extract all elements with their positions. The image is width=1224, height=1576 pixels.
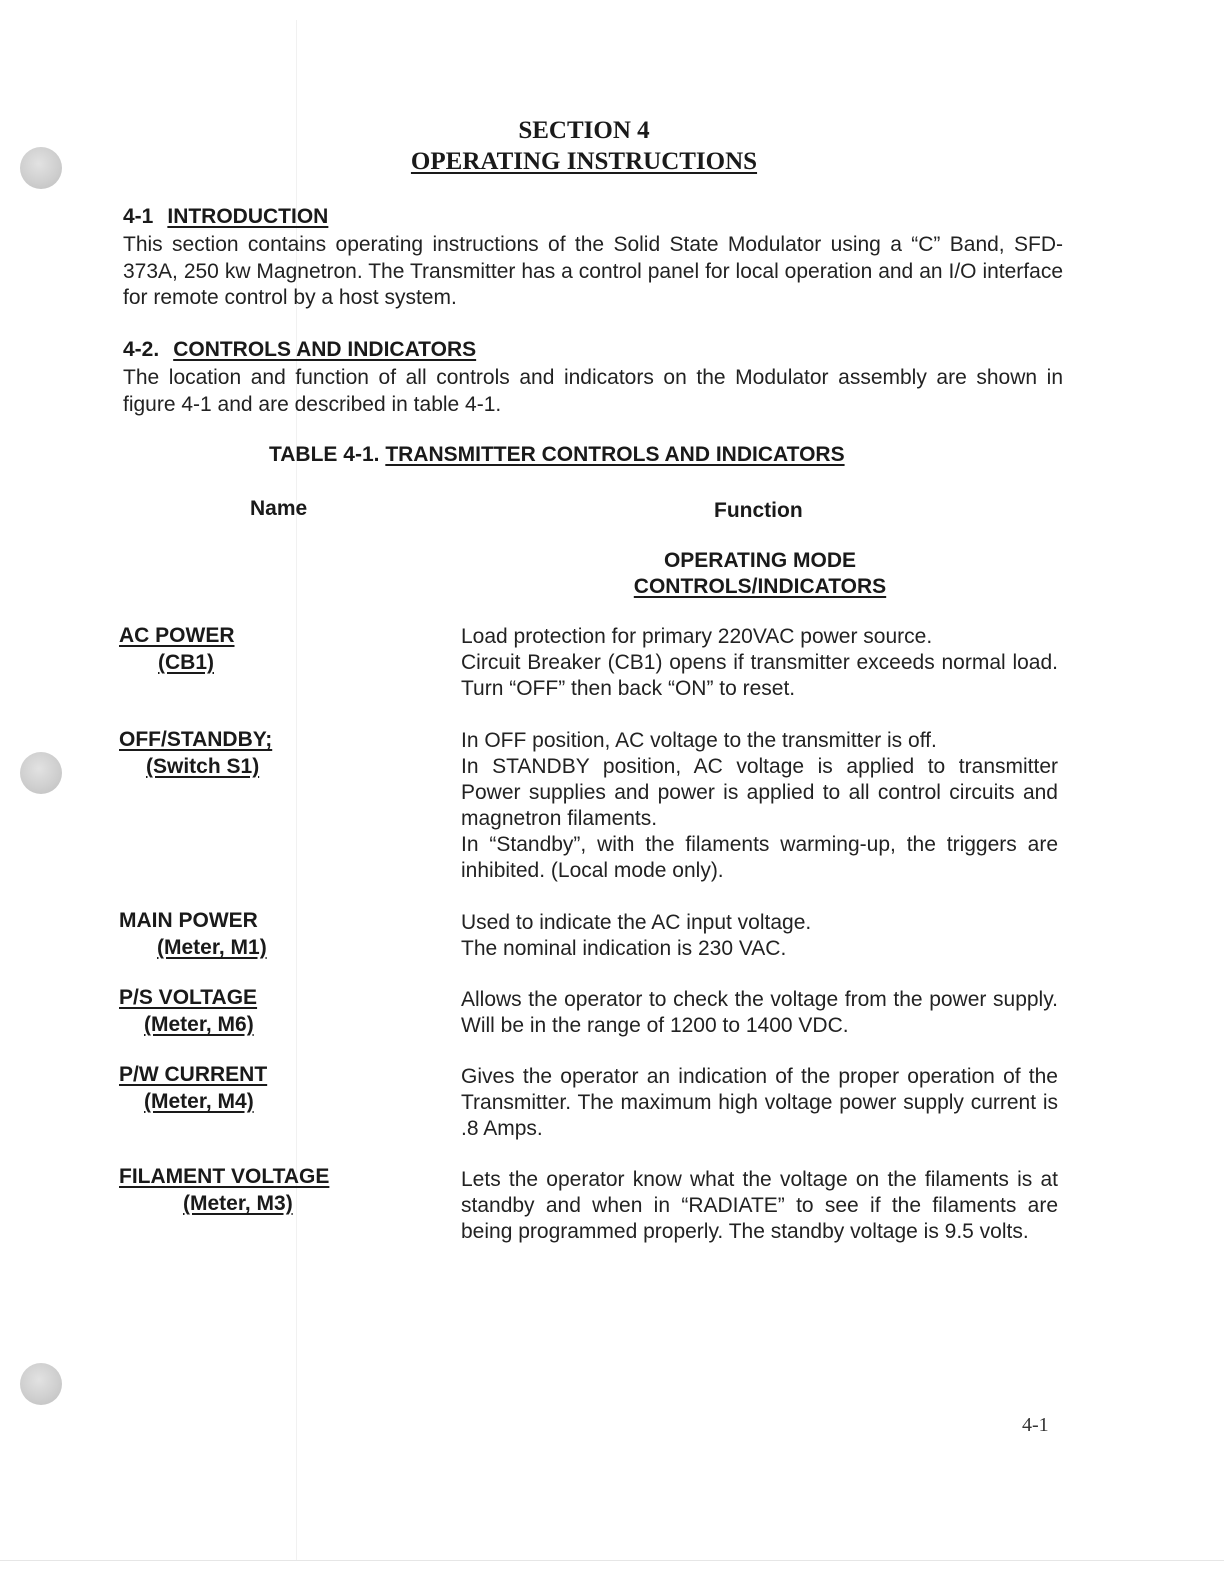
intro-title: INTRODUCTION — [167, 205, 329, 228]
table-label: TABLE 4-1. — [269, 443, 380, 466]
column-header-function: Function — [714, 499, 803, 522]
controls-number: 4-2. — [123, 338, 160, 361]
control-designator: (CB1) — [158, 651, 214, 674]
page-number: 4-1 — [1022, 1414, 1049, 1436]
table-row-function — [461, 910, 1058, 962]
function-line: Load protection for primary 220VAC power source. — [461, 625, 933, 648]
control-designator: (Meter, M4) — [144, 1090, 254, 1113]
intro-heading — [123, 205, 328, 229]
function-line: In “Standby”, with the filaments warming-up, the triggers are inhibited. (Local mode only). — [461, 833, 1058, 882]
section-number: SECTION 4 — [518, 117, 650, 144]
control-designator: (Meter, M3) — [183, 1192, 293, 1215]
section-title — [0, 148, 1168, 176]
controls-paragraph: The location and function of all controls and indicators on the Modulator assembly are shown in figure 4-1 and are described in table 4-1. — [123, 366, 1063, 416]
binder-hole-middle — [20, 752, 62, 794]
table-row-name — [119, 622, 235, 676]
control-name: P/W CURRENT — [119, 1063, 268, 1086]
binder-hole-bottom — [20, 1363, 62, 1405]
intro-number: 4-1 — [123, 205, 154, 228]
section-title-text: OPERATING INSTRUCTIONS — [410, 148, 758, 175]
intro-paragraph: This section contains operating instructions of the Solid State Modulator using a “C” Band, SFD-373A, 250 kw Magnetron. The Transmitter has a control panel for local operation and an I/O interface for remote control by a host system. — [123, 233, 1063, 309]
table-row-name — [119, 984, 257, 1038]
function-line: Lets the operator know what the voltage on the filaments is at standby and when in “RADIATE” to see if the filaments are being programmed properly. The standby voltage is 9.5 volts. — [461, 1168, 1058, 1243]
control-name: OFF/STANDBY; — [119, 728, 273, 751]
group-heading — [560, 548, 960, 600]
table-row-function — [461, 624, 1058, 702]
group-heading-line2: CONTROLS/INDICATORS — [633, 575, 887, 598]
control-designator: (Meter, M6) — [144, 1013, 254, 1036]
controls-heading — [123, 338, 476, 362]
control-name: AC POWER — [119, 624, 235, 647]
function-line: In OFF position, AC voltage to the transmitter is off. — [461, 729, 937, 752]
table-row-function — [461, 1167, 1058, 1245]
control-designator: (Meter, M1) — [157, 936, 267, 959]
column-header-name: Name — [250, 497, 308, 520]
table-row-name — [119, 1061, 267, 1115]
function-line: The nominal indication is 230 VAC. — [461, 937, 787, 960]
table-row-function — [461, 987, 1058, 1039]
table-row-function — [461, 1064, 1058, 1142]
function-line: Gives the operator an indication of the proper operation of the Transmitter. The maximum high voltage power supply current is .8 Amps. — [461, 1065, 1058, 1140]
group-heading-line1: OPERATING MODE — [663, 549, 857, 572]
scan-bottom-edge — [0, 1560, 1224, 1561]
control-name: FILAMENT VOLTAGE — [119, 1165, 330, 1188]
table-row-name — [119, 1163, 329, 1217]
function-line: Circuit Breaker (CB1) opens if transmitter exceeds normal load. Turn “OFF” then back “ON” to reset. — [461, 651, 1058, 700]
controls-title: CONTROLS AND INDICATORS — [173, 338, 477, 361]
table-title-text: TRANSMITTER CONTROLS AND INDICATORS — [385, 443, 845, 466]
table-row-function — [461, 728, 1058, 884]
function-line: In STANDBY position, AC voltage is applied to transmitter Power supplies and power is applied to all control circuits and magnetron filaments. — [461, 755, 1058, 830]
control-name: MAIN POWER — [119, 909, 258, 932]
table-title — [269, 443, 845, 467]
function-line: Allows the operator to check the voltage from the power supply. Will be in the range of 1200 to 1400 VDC. — [461, 988, 1058, 1037]
control-name: P/S VOLTAGE — [119, 986, 258, 1009]
control-designator: (Switch S1) — [146, 755, 260, 778]
function-line: Used to indicate the AC input voltage. — [461, 911, 812, 934]
table-row-name — [119, 907, 267, 961]
table-row-name — [119, 726, 272, 780]
